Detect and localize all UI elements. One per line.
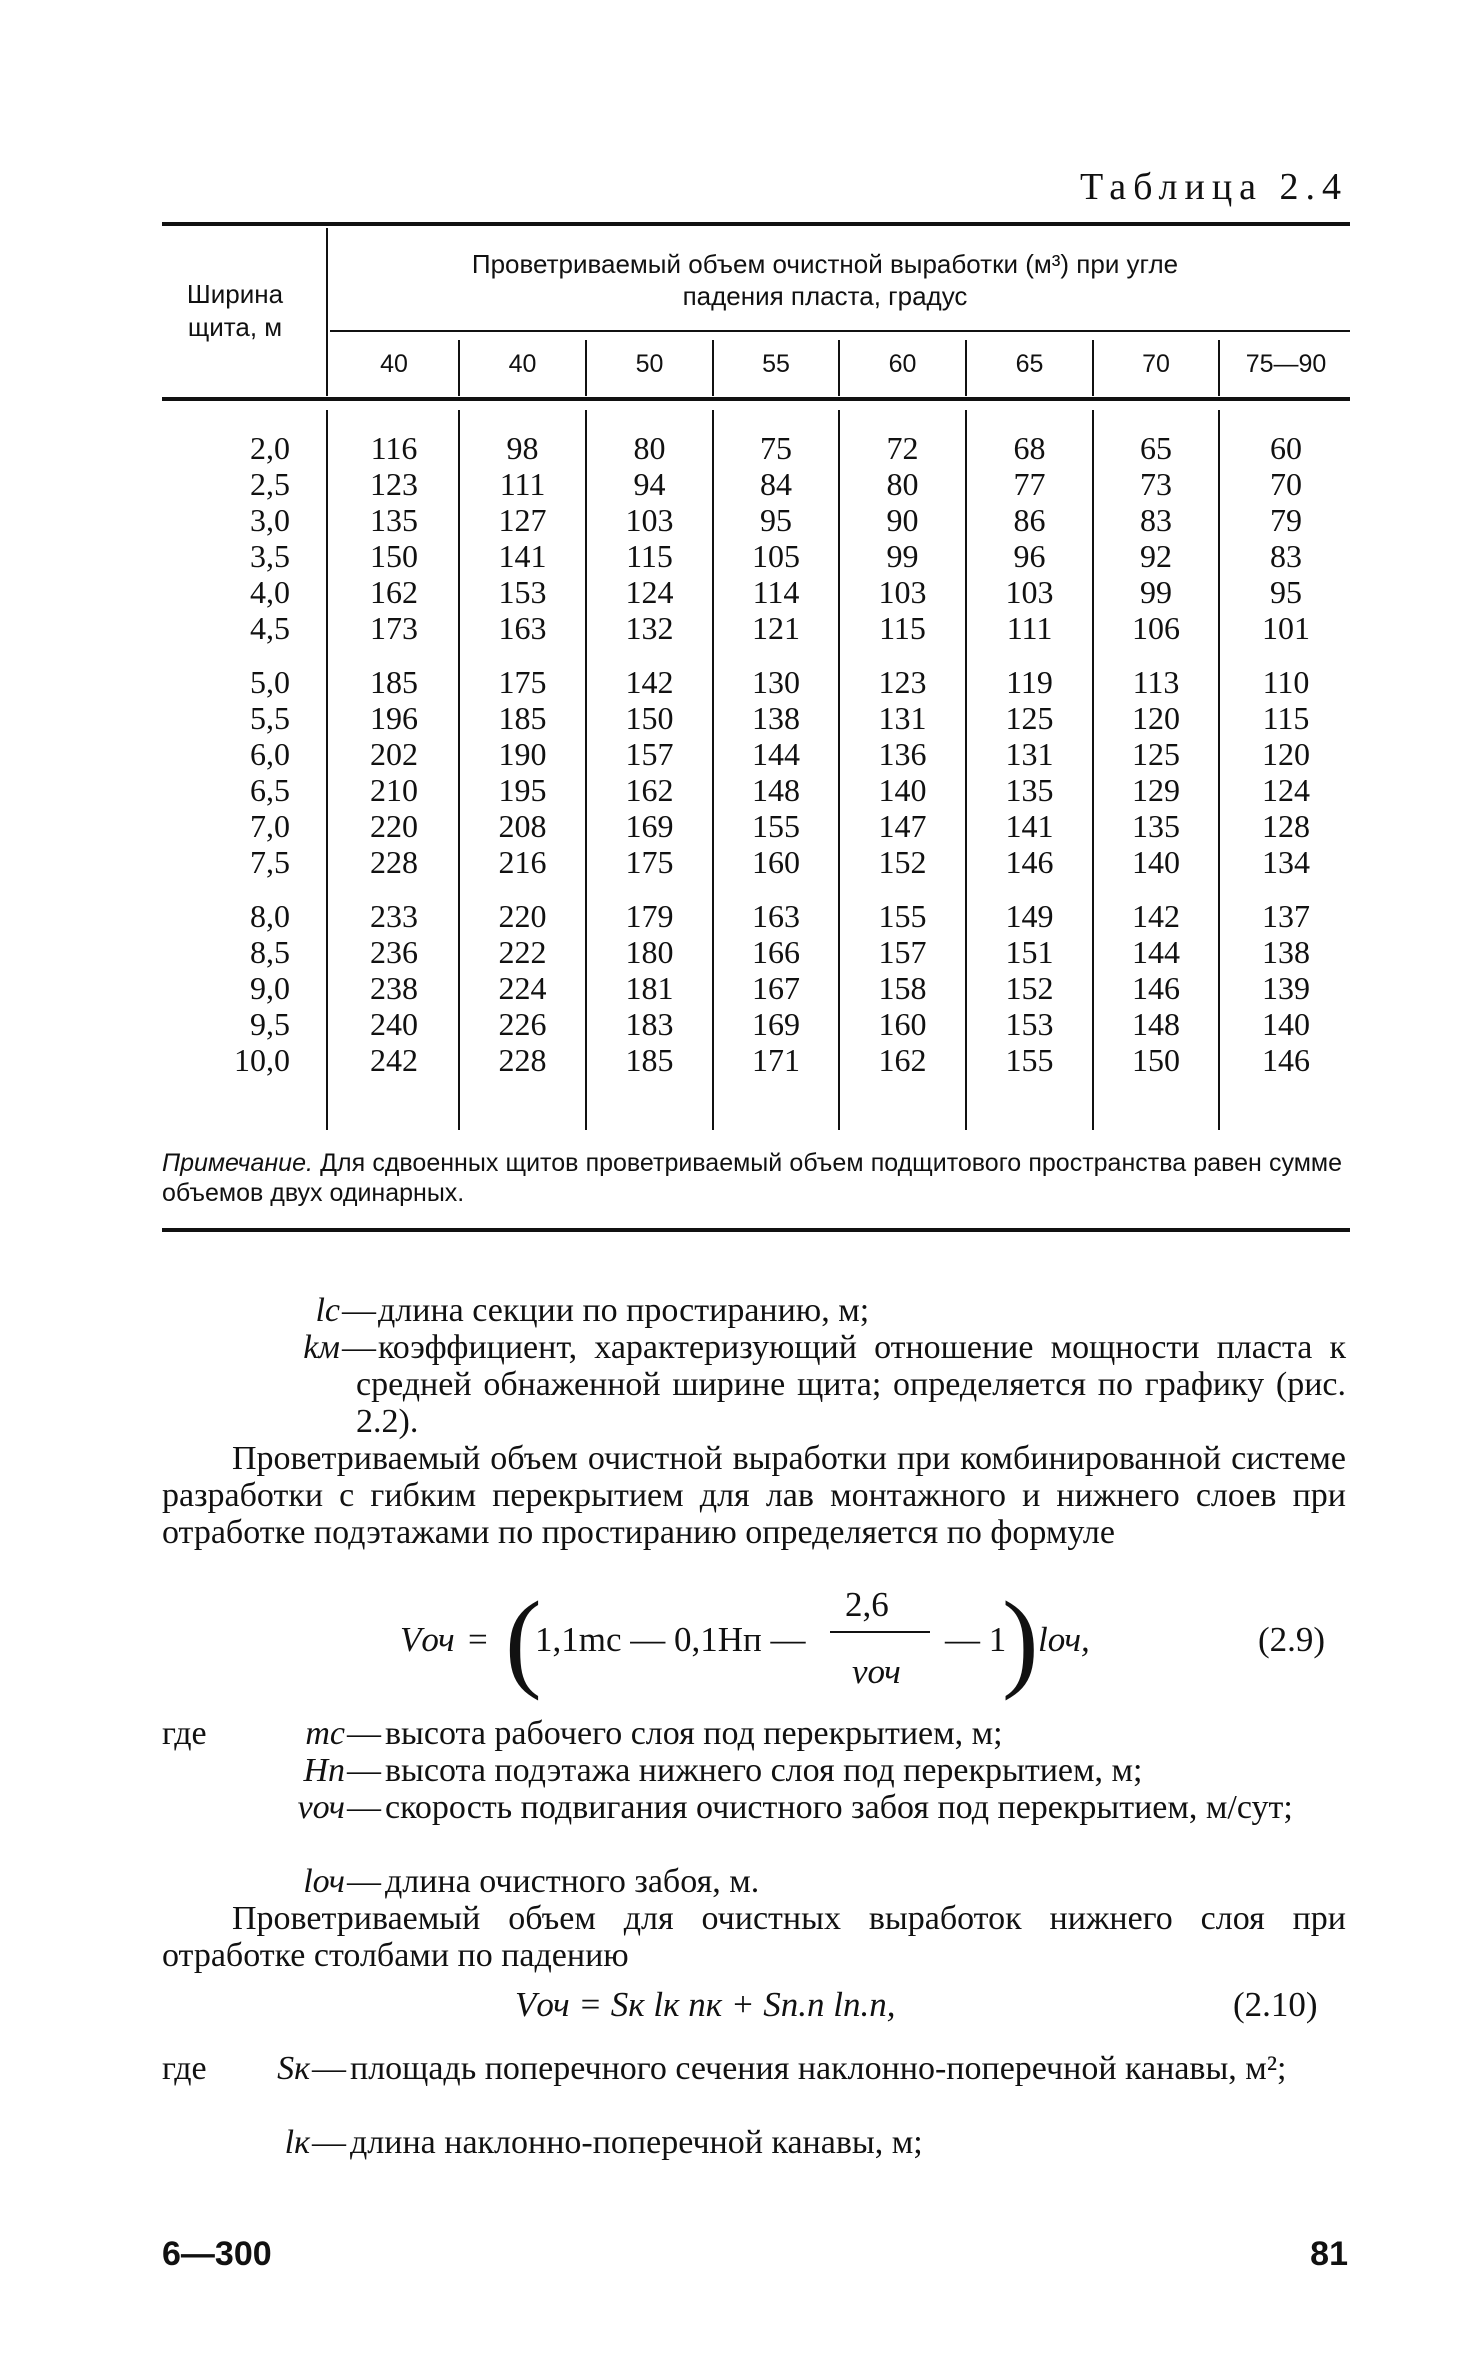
width-cell: 5,0: [250, 664, 290, 700]
formula2-number: (2.10): [1233, 1985, 1318, 2024]
volume-cell: 208: [498, 808, 547, 844]
width-cell: 6,0: [250, 736, 290, 772]
angle-header: 75—90: [1245, 350, 1327, 378]
formula2-expr: Vоч = Sк lк nк + Sп.п lп.п,: [515, 1985, 896, 2024]
width-cell: 8,0: [250, 898, 290, 934]
volume-cell: 242: [370, 1042, 418, 1078]
volume-cell: 166: [752, 934, 800, 970]
width-cell: 9,5: [250, 1006, 290, 1042]
volume-cell: 155: [752, 808, 800, 844]
header-mid-rule: [330, 330, 1350, 332]
volume-cell: 150: [625, 700, 674, 736]
volume-cell: 120: [1262, 736, 1310, 772]
width-cell: 3,5: [250, 538, 290, 574]
volume-cell: 125: [1005, 700, 1054, 736]
volume-cell: 149: [1005, 898, 1054, 934]
volume-cell: 160: [752, 844, 800, 880]
volume-cell: 233: [370, 898, 418, 934]
volume-cell: 153: [1005, 1006, 1054, 1042]
volume-cell: 99: [1140, 574, 1172, 610]
volume-cell: 136: [878, 736, 927, 772]
volume-cell: 121: [752, 610, 800, 646]
volume-cell: 163: [498, 610, 547, 646]
header-line: Ширина: [186, 279, 284, 309]
volume-cell: 210: [370, 772, 418, 808]
volume-cell: 148: [1132, 1006, 1180, 1042]
def-dash: —: [342, 1292, 376, 1329]
volume-cell: 130: [752, 664, 800, 700]
def-text: высота рабочего слоя под перекрытием, м;: [385, 1715, 1003, 1752]
volume-cell: 226: [498, 1006, 547, 1042]
angle-header: 50: [635, 350, 664, 378]
volume-cell: 196: [370, 700, 418, 736]
volume-cell: 95: [760, 502, 792, 538]
volume-cell: 138: [1262, 934, 1310, 970]
volume-cell: 124: [625, 574, 674, 610]
volume-cell: 155: [1005, 1042, 1054, 1078]
volume-cell: 99: [886, 538, 919, 574]
width-cell: 3,0: [250, 502, 290, 538]
volume-cell: 181: [625, 970, 674, 1006]
volume-cell: 84: [760, 466, 792, 502]
width-cell: 4,0: [250, 574, 290, 610]
def-text: скорость подвигания очистного забоя под перекрытием, м/сут;: [385, 1789, 1293, 1826]
volume-column: [714, 430, 838, 1096]
width-cell: 8,5: [250, 934, 290, 970]
volume-cell: 138: [752, 700, 800, 736]
volume-cell: 195: [498, 772, 547, 808]
volume-cell: 116: [370, 430, 418, 466]
volume-cell: 228: [498, 1042, 547, 1078]
volume-column-header: [330, 248, 1320, 312]
width-column: [180, 430, 290, 1096]
volume-cell: 157: [625, 736, 674, 772]
volume-cell: 127: [498, 502, 547, 538]
volume-cell: 134: [1262, 844, 1310, 880]
width-cell: 6,5: [250, 772, 290, 808]
volume-cell: 132: [625, 610, 674, 646]
volume-column: [587, 430, 712, 1096]
angle-header: 40: [508, 350, 537, 378]
volume-cell: 105: [752, 538, 800, 574]
volume-cell: 73: [1140, 466, 1172, 502]
volume-cell: 150: [370, 538, 418, 574]
volume-cell: 60: [1270, 430, 1302, 466]
volume-cell: 190: [498, 736, 547, 772]
volume-cell: 70: [1270, 466, 1302, 502]
volume-cell: 83: [1270, 538, 1302, 574]
volume-cell: 140: [1262, 1006, 1310, 1042]
volume-cell: 216: [498, 844, 547, 880]
def-text: коэффициент, характеризующий отношение мощности пласта к средней обнаженной ширине щита; определяется по графику (рис. 2.2).: [356, 1329, 1346, 1440]
volume-cell: 144: [1132, 934, 1180, 970]
volume-cell: 142: [625, 664, 674, 700]
symbol-voch: vоч: [297, 1789, 345, 1826]
volume-cell: 129: [1132, 772, 1180, 808]
volume-cell: 144: [752, 736, 800, 772]
volume-cell: 111: [1006, 610, 1053, 646]
volume-cell: 228: [370, 844, 418, 880]
formula-eq: =: [468, 1620, 488, 1659]
width-cell: 5,5: [250, 700, 290, 736]
volume-column: [330, 430, 458, 1096]
volume-cell: 162: [878, 1042, 927, 1078]
table-title: Таблица 2.4: [1080, 166, 1349, 208]
volume-column: [967, 430, 1092, 1096]
volume-cell: 98: [506, 430, 539, 466]
volume-cell: 106: [1132, 610, 1180, 646]
volume-cell: 162: [370, 574, 418, 610]
width-cell: 7,5: [250, 844, 290, 880]
volume-cell: 115: [879, 610, 926, 646]
volume-cell: 160: [878, 1006, 927, 1042]
volume-cell: 175: [498, 664, 547, 700]
where-label: где: [162, 1715, 207, 1752]
def-text: площадь поперечного сечения наклонно-поперечной канавы, м²;: [350, 2050, 1287, 2087]
volume-cell: 153: [498, 574, 547, 610]
volume-cell: 152: [1005, 970, 1054, 1006]
volume-cell: 139: [1262, 970, 1310, 1006]
volume-cell: 169: [625, 808, 674, 844]
volume-cell: 83: [1140, 502, 1172, 538]
volume-cell: 146: [1005, 844, 1054, 880]
volume-cell: 147: [878, 808, 927, 844]
volume-cell: 158: [878, 970, 927, 1006]
volume-cell: 173: [370, 610, 418, 646]
volume-cell: 94: [633, 466, 666, 502]
def-dash: —: [347, 1715, 381, 1752]
paragraph-lower-layer: Проветриваемый объем для очистных выработок нижнего слоя при отработке столбами по падению: [162, 1900, 1346, 1974]
volume-cell: 80: [633, 430, 666, 466]
angle-header: 60: [888, 350, 917, 378]
volume-column: [840, 430, 965, 1096]
formula-lhs: Vоч: [400, 1620, 455, 1659]
volume-cell: 96: [1013, 538, 1046, 574]
volume-cell: 141: [498, 538, 547, 574]
formula-after: lоч,: [1038, 1620, 1090, 1659]
angle-header: 70: [1142, 350, 1170, 378]
volume-cell: 131: [1005, 736, 1054, 772]
header-vline: [326, 228, 328, 396]
volume-cell: 238: [370, 970, 418, 1006]
volume-cell: 146: [1132, 970, 1180, 1006]
header-bottom-rule: [162, 397, 1350, 401]
volume-cell: 157: [878, 934, 927, 970]
volume-cell: 77: [1013, 466, 1046, 502]
volume-cell: 103: [1005, 574, 1054, 610]
symbol-lk: lк: [284, 2124, 310, 2161]
fraction-bar: [830, 1631, 930, 1633]
formula-paren-open: (: [505, 1579, 542, 1701]
width-column-header: [160, 278, 310, 344]
width-cell: 4,5: [250, 610, 290, 646]
volume-cell: 68: [1013, 430, 1046, 466]
symbol-lc: lс: [315, 1292, 340, 1329]
body-vline: [326, 410, 328, 1130]
volume-column: [1222, 430, 1350, 1096]
volume-cell: 128: [1262, 808, 1310, 844]
angle-header: 55: [762, 350, 790, 378]
volume-cell: 72: [886, 430, 919, 466]
formula-number: (2.9): [1258, 1620, 1326, 1659]
body-vline: [1218, 410, 1220, 1130]
formula-term: 1,1mс — 0,1Hп —: [535, 1620, 806, 1659]
volume-cell: 119: [1006, 664, 1053, 700]
symbol-hp: Hп: [303, 1752, 345, 1789]
volume-cell: 167: [752, 970, 800, 1006]
volume-cell: 180: [625, 934, 674, 970]
volume-cell: 222: [498, 934, 547, 970]
def-dash: —: [312, 2124, 346, 2161]
volume-cell: 140: [1132, 844, 1180, 880]
header-line: щита, м: [187, 312, 283, 342]
volume-cell: 224: [498, 970, 547, 1006]
angle-header: 65: [1015, 350, 1044, 378]
header-vline: [1218, 340, 1220, 396]
def-text: длина наклонно-поперечной канавы, м;: [350, 2124, 923, 2161]
volume-cell: 123: [370, 466, 418, 502]
volume-cell: 146: [1262, 1042, 1310, 1078]
header-line: падения пласта, градус: [682, 281, 968, 311]
volume-column: [460, 430, 585, 1096]
page-number: 81: [1310, 2235, 1348, 2273]
symbol-sk: Sк: [277, 2050, 310, 2087]
volume-cell: 179: [625, 898, 674, 934]
volume-cell: 163: [752, 898, 800, 934]
volume-cell: 90: [886, 502, 919, 538]
angle-header: 40: [380, 350, 408, 378]
def-dash: —: [347, 1752, 381, 1789]
volume-cell: 103: [625, 502, 674, 538]
volume-cell: 202: [370, 736, 418, 772]
width-cell: 9,0: [250, 970, 290, 1006]
volume-cell: 169: [752, 1006, 800, 1042]
volume-cell: 155: [878, 898, 927, 934]
volume-cell: 95: [1270, 574, 1302, 610]
volume-cell: 79: [1270, 502, 1302, 538]
signature-mark: 6—300: [162, 2235, 272, 2273]
volume-cell: 135: [370, 502, 418, 538]
volume-column: [1094, 430, 1218, 1096]
volume-cell: 103: [878, 574, 927, 610]
volume-cell: 151: [1005, 934, 1054, 970]
paragraph-combined-system: Проветриваемый объем очистной выработки при комбинированной системе разработки с гибким перекрытием для лав монтажного и нижнего слоев при отработке подэтажами по простиранию определяется по формуле: [162, 1440, 1346, 1551]
volume-cell: 148: [752, 772, 800, 808]
volume-cell: 86: [1013, 502, 1046, 538]
volume-cell: 120: [1132, 700, 1180, 736]
formula-tail: — 1: [945, 1620, 1007, 1659]
volume-cell: 141: [1005, 808, 1054, 844]
volume-cell: 115: [1262, 700, 1310, 736]
volume-cell: 162: [625, 772, 674, 808]
width-cell: 2,0: [250, 430, 290, 466]
volume-cell: 111: [499, 466, 546, 502]
def-text: длина секции по простиранию, м;: [378, 1292, 870, 1329]
volume-cell: 135: [1005, 772, 1054, 808]
header-line: Проветриваемый объем очистной выработки (м³) при угле: [471, 249, 1179, 279]
def-text: высота подэтажа нижнего слоя под перекрытием, м;: [385, 1752, 1143, 1789]
width-cell: 7,0: [250, 808, 290, 844]
formula-denominator: vоч: [852, 1652, 901, 1691]
def-dash: —: [342, 1329, 376, 1366]
symbol-km: kм: [303, 1329, 340, 1366]
volume-cell: 142: [1132, 898, 1180, 934]
volume-cell: 240: [370, 1006, 418, 1042]
volume-cell: 185: [498, 700, 547, 736]
volume-cell: 140: [878, 772, 927, 808]
table-top-rule: [162, 222, 1350, 226]
def-dash: —: [347, 1863, 381, 1900]
volume-cell: 236: [370, 934, 418, 970]
volume-cell: 92: [1140, 538, 1172, 574]
volume-cell: 124: [1262, 772, 1310, 808]
volume-cell: 137: [1262, 898, 1310, 934]
volume-cell: 113: [1132, 664, 1180, 700]
def-dash: —: [347, 1789, 381, 1826]
volume-cell: 125: [1132, 736, 1180, 772]
volume-cell: 135: [1132, 808, 1180, 844]
symbol-loch: lоч: [303, 1863, 345, 1900]
width-cell: 10,0: [234, 1042, 290, 1078]
volume-cell: 65: [1140, 430, 1172, 466]
volume-cell: 185: [625, 1042, 674, 1078]
formula-numerator: 2,6: [845, 1585, 889, 1624]
def-dash: —: [312, 2050, 346, 2087]
volume-cell: 220: [498, 898, 547, 934]
volume-cell: 150: [1132, 1042, 1180, 1078]
volume-cell: 175: [625, 844, 674, 880]
volume-cell: 131: [878, 700, 927, 736]
formula-paren-close: ): [1002, 1579, 1039, 1701]
def-text: длина очистного забоя, м.: [385, 1863, 760, 1900]
symbol-mc: mс: [305, 1715, 345, 1752]
where-label: где: [162, 2050, 207, 2087]
volume-cell: 75: [760, 430, 792, 466]
volume-cell: 80: [886, 466, 919, 502]
volume-cell: 123: [878, 664, 927, 700]
volume-cell: 185: [370, 664, 418, 700]
volume-cell: 220: [370, 808, 418, 844]
volume-cell: 101: [1262, 610, 1310, 646]
volume-cell: 183: [625, 1006, 674, 1042]
note-label: Примечание.: [162, 1149, 313, 1177]
width-cell: 2,5: [250, 466, 290, 502]
volume-cell: 110: [1262, 664, 1310, 700]
volume-cell: 152: [878, 844, 927, 880]
volume-cell: 114: [752, 574, 800, 610]
volume-cell: 171: [752, 1042, 800, 1078]
table-note: [162, 1148, 1342, 1208]
note-text: Для сдвоенных щитов проветриваемый объем подщитового пространства равен сумме объемов двух одинарных.: [162, 1149, 1342, 1207]
table-end-rule: [162, 1228, 1350, 1232]
volume-cell: 115: [626, 538, 673, 574]
